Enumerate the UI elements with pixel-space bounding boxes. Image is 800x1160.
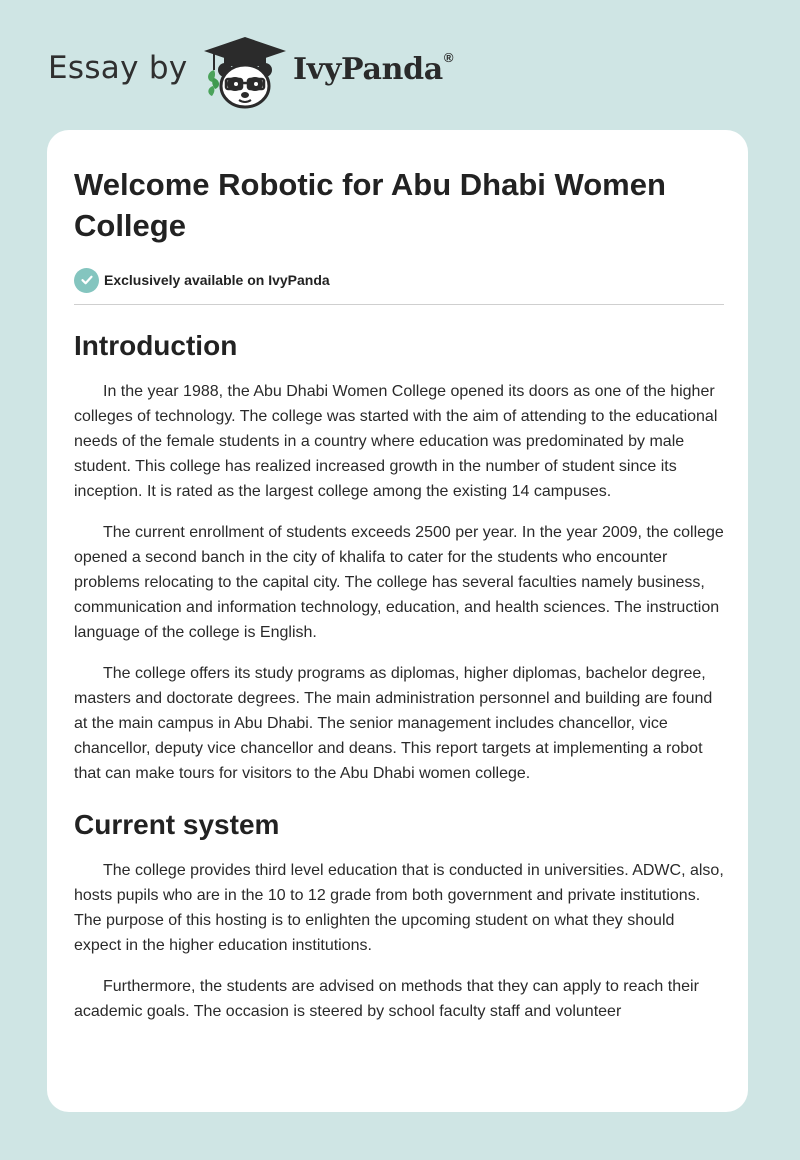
registered-mark: ®: [443, 50, 454, 65]
panda-graduate-logo-icon[interactable]: [200, 34, 290, 110]
badge-text: Exclusively available on IvyPanda: [104, 272, 330, 288]
paragraph: In the year 1988, the Abu Dhabi Women College opened its doors as one of the higher colleges of technology. The college was started with the aim of attending to the educational needs of the female students in a country where education was predominated by male student. This college has realized increased growth in the number of student since its inception. It is rated as the largest college among the existing 14 campuses.: [74, 383, 718, 500]
paragraph: The college offers its study programs as diplomas, higher diplomas, bachelor degree, masters and doctorate degrees. The main administration personnel and building are found at the main campus in Abu Dhabi. The senior management includes chancellor, vice chancellor, deputy vice chancellor and deans. This report targets at implementing a robot that can make tours for visitors to the Abu Dhabi women college.: [74, 665, 713, 782]
paragraph: The current enrollment of students exceeds 2500 per year. In the year 2009, the college opened a second banch in the city of khalifa to cater for the students who encounter problems relocating to the capital city. The college has several faculties namely business, communication and information technology, education, and health sciences. The instruction language of the college is English.: [74, 524, 724, 641]
essay-card: [47, 130, 748, 1112]
brand-name-text: IvyPanda: [293, 52, 443, 87]
check-circle-icon: [74, 268, 99, 293]
brand-prefix: Essay by: [48, 50, 188, 86]
site-header: [0, 0, 800, 130]
paragraph: The college provides third level education that is conducted in universities. ADWC, also, hosts pupils who are in the 10 to 12 grade from both government and private institutions. The purpose of this hosting is to enlighten the upcoming student on what they should expect in the higher education institutions.: [74, 862, 724, 954]
essay-title: Welcome Robotic for Abu Dhabi Women College: [74, 167, 666, 243]
section-heading-current-system: Current system: [74, 809, 280, 840]
exclusive-badge: [74, 267, 724, 293]
paragraph: Furthermore, the students are advised on methods that they can apply to reach their academic goals. The occasion is steered by school faculty staff and volunteer: [74, 978, 699, 1020]
section-heading-introduction: Introduction: [74, 330, 238, 361]
brand-name[interactable]: [293, 52, 453, 87]
essay-content: [74, 164, 724, 1024]
title-divider: [74, 304, 724, 305]
